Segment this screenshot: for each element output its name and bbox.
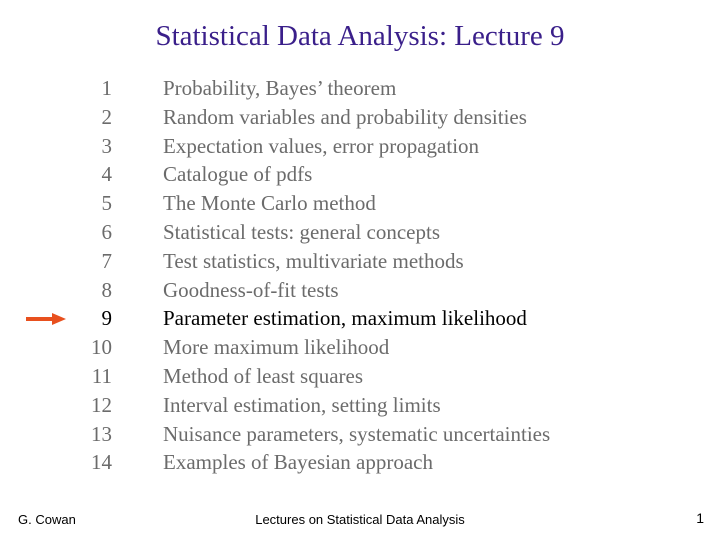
lecture-row xyxy=(78,218,658,247)
lecture-topic: Random variables and probability densities xyxy=(163,104,527,129)
lecture-number: 4 xyxy=(101,162,112,187)
lecture-number: 5 xyxy=(101,191,112,216)
lecture-row xyxy=(78,333,658,362)
page-number: 1 xyxy=(696,510,704,526)
lecture-row xyxy=(78,103,658,132)
lecture-row xyxy=(78,247,658,276)
lecture-topic: Method of least squares xyxy=(163,363,364,388)
lecture-list xyxy=(78,74,658,477)
lecture-topic: Nuisance parameters, systematic uncertainties xyxy=(163,421,551,446)
lecture-number: 1 xyxy=(101,76,112,100)
lecture-topic: Catalogue of pdfs xyxy=(163,162,313,187)
lecture-topic: Interval estimation, setting limits xyxy=(163,392,441,417)
lecture-number: 10 xyxy=(91,335,112,360)
lecture-row xyxy=(78,420,658,449)
footer-course: Lectures on Statistical Data Analysis xyxy=(255,512,465,527)
lecture-topic: Parameter estimation, maximum likelihood xyxy=(163,306,527,331)
lecture-number: 12 xyxy=(91,392,112,417)
lecture-topic: Probability, Bayes’ theorem xyxy=(163,76,397,100)
lecture-number: 2 xyxy=(101,104,112,129)
lecture-row xyxy=(78,160,658,189)
lecture-row xyxy=(78,391,658,420)
lecture-row xyxy=(78,132,658,161)
lecture-number: 3 xyxy=(101,133,112,158)
lecture-topic: Goodness-of-fit tests xyxy=(163,277,339,302)
lecture-row-current xyxy=(78,304,658,333)
lecture-topic: Test statistics, multivariate methods xyxy=(163,248,464,273)
lecture-number: 6 xyxy=(101,219,112,244)
lecture-row xyxy=(78,189,658,218)
lecture-topic: Statistical tests: general concepts xyxy=(163,219,440,244)
footer-author: G. Cowan xyxy=(18,512,76,527)
lecture-number: 14 xyxy=(91,450,112,475)
lecture-row xyxy=(78,276,658,305)
lecture-topic: Examples of Bayesian approach xyxy=(163,450,433,475)
lecture-topic: The Monte Carlo method xyxy=(163,191,376,216)
lecture-number: 13 xyxy=(91,421,112,446)
lecture-topic: Expectation values, error propagation xyxy=(163,133,480,158)
lecture-number: 7 xyxy=(101,248,112,273)
lecture-topic: More maximum likelihood xyxy=(163,335,390,360)
arrow-right-icon xyxy=(26,313,66,325)
lecture-number: 8 xyxy=(101,277,112,302)
lecture-number: 11 xyxy=(91,363,112,388)
lecture-row xyxy=(78,362,658,391)
lecture-number: 9 xyxy=(101,306,112,331)
lecture-row xyxy=(78,74,658,103)
lecture-row xyxy=(78,448,658,477)
slide-title: Statistical Data Analysis: Lecture 9 xyxy=(155,20,565,52)
